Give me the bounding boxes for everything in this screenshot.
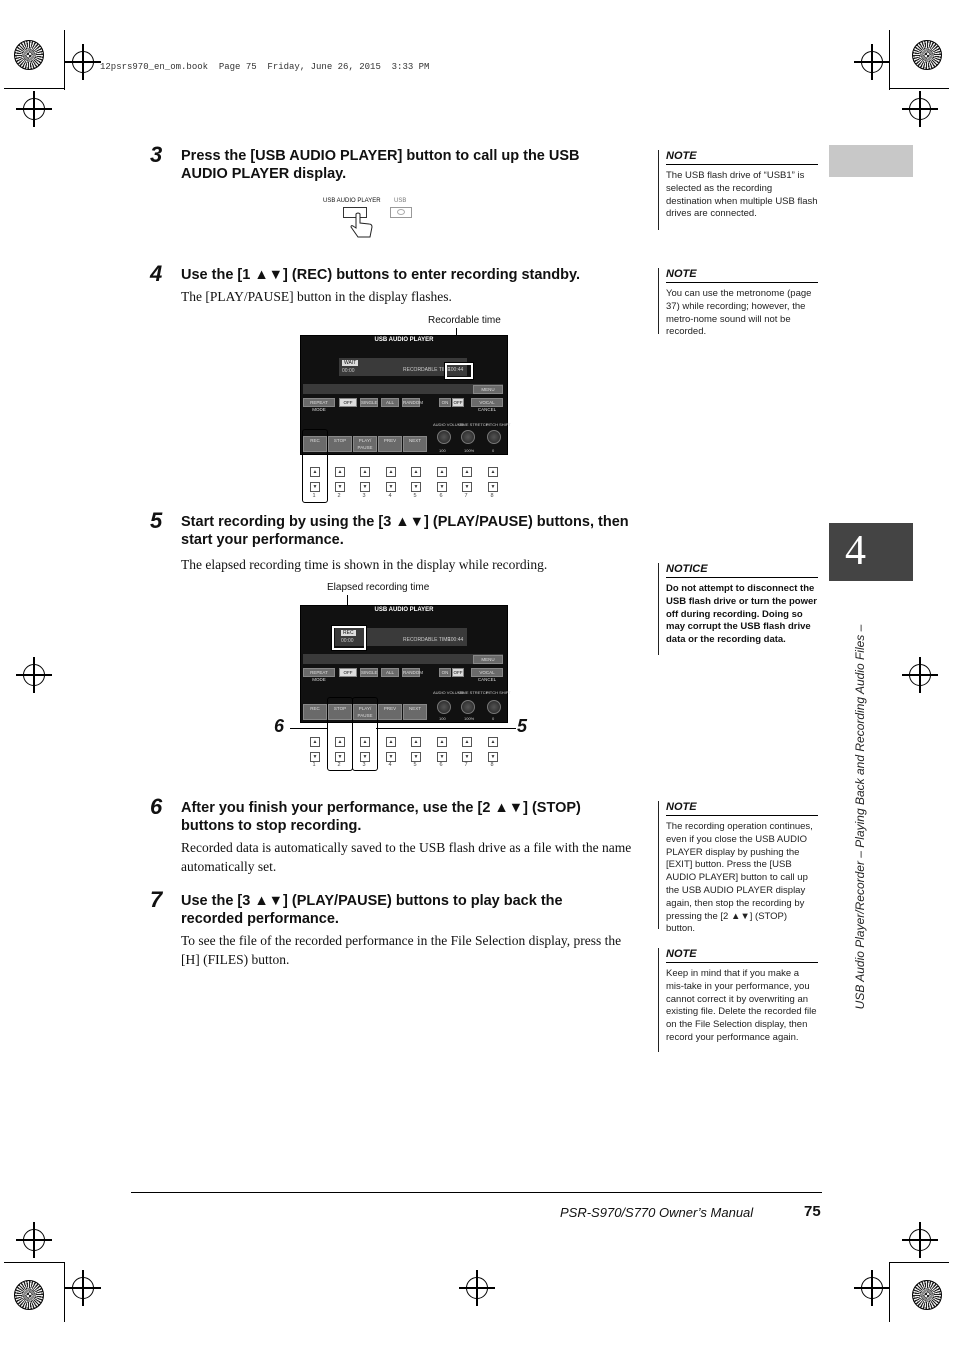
- step-title: After you finish your performance, use the [2 ▲▼] (STOP) buttons to stop recording.: [181, 800, 581, 834]
- prev-button[interactable]: PREV: [378, 704, 402, 720]
- chapter-number: 4: [845, 528, 866, 574]
- button-2-down[interactable]: ▼: [335, 482, 345, 492]
- step-title: Start recording by using the [3 ▲▼] (PLAY/PAUSE) buttons, then start your performance.: [181, 514, 629, 548]
- next-button[interactable]: NEXT: [403, 436, 427, 452]
- time-stretch-knob[interactable]: [461, 700, 475, 714]
- knob-value: 100: [439, 448, 446, 453]
- menu-button[interactable]: MENU: [473, 385, 503, 394]
- button-2-up[interactable]: ▲: [335, 737, 345, 747]
- note-usb1-destination: [658, 150, 818, 230]
- knob-value: 0: [492, 448, 495, 453]
- note-heading: NOTE: [666, 150, 818, 165]
- button-5-up[interactable]: ▲: [411, 467, 421, 477]
- button-number: 7: [464, 762, 468, 768]
- vocal-off-button[interactable]: OFF: [453, 670, 463, 675]
- recordable-time-value: 100:44: [448, 367, 464, 373]
- step-body: The [PLAY/PAUSE] button in the display flashes.: [181, 289, 452, 304]
- button-1-down[interactable]: ▼: [310, 482, 320, 492]
- crop-mark: [64, 1262, 65, 1322]
- registration-mark: [909, 98, 931, 120]
- time-stretch-knob[interactable]: [461, 430, 475, 444]
- button-5-up[interactable]: ▲: [411, 737, 421, 747]
- registration-mark: [909, 1229, 931, 1251]
- registration-mark: [861, 1277, 883, 1299]
- recordable-time-highlight: [445, 363, 473, 379]
- step-body: Recorded data is automatically saved to the USB flash drive as a file with the name automatically set.: [181, 840, 632, 874]
- page-number: 75: [804, 1203, 821, 1220]
- note-text: You can use the metronome (page 37) while recording; however, the metro-nome sound will not be recorded.: [666, 288, 812, 338]
- registration-mark: [72, 1277, 94, 1299]
- button-6-up[interactable]: ▲: [437, 467, 447, 477]
- screen-title: USB AUDIO PLAYER: [374, 337, 434, 343]
- step-number: 7: [150, 887, 163, 912]
- rec-button[interactable]: REC: [303, 436, 327, 452]
- button-number: 7: [464, 493, 468, 499]
- repeat-mode-label: REPEAT MODE: [303, 398, 335, 407]
- pitch-shift-knob[interactable]: [487, 430, 501, 444]
- step-number: 6: [150, 794, 163, 819]
- play-pause-button[interactable]: PLAY/ PAUSE: [353, 436, 377, 452]
- repeat-off-button[interactable]: OFF: [339, 668, 357, 677]
- note-text: Do not attempt to disconnect the USB flash drive or turn the power off during recording. Doing so may corrupt the USB flash drive data or the recording data.: [666, 583, 817, 646]
- button-7-down[interactable]: ▼: [462, 752, 472, 762]
- button-1-down[interactable]: ▼: [310, 752, 320, 762]
- elapsed-time-callout: Elapsed recording time: [327, 582, 430, 593]
- button-3-down[interactable]: ▼: [360, 752, 370, 762]
- knob-value: 0: [492, 716, 495, 721]
- button-6-up[interactable]: ▲: [437, 737, 447, 747]
- registration-mark: [23, 98, 45, 120]
- button-8-down[interactable]: ▼: [488, 752, 498, 762]
- stop-button[interactable]: STOP: [328, 436, 352, 452]
- button-number: 5: [413, 762, 417, 768]
- note-heading: NOTE: [666, 948, 818, 963]
- knob-label: AUDIO VOLUME: [433, 690, 464, 695]
- elapsed-time-highlight: [332, 626, 366, 650]
- button-7-up[interactable]: ▲: [462, 737, 472, 747]
- knob-label: PITCH SHIFT: [486, 690, 511, 695]
- step-body: To see the file of the recorded performance in the File Selection display, press the [H] (FILES) button.: [181, 933, 622, 967]
- button-8-up[interactable]: ▲: [488, 467, 498, 477]
- step-number: 5: [150, 508, 163, 533]
- repeat-single-button[interactable]: SINGLE: [361, 400, 378, 405]
- recordable-time-label: RECORDABLE TIME: [403, 367, 451, 373]
- rec-button[interactable]: REC: [303, 704, 327, 720]
- button-4-down[interactable]: ▼: [386, 482, 396, 492]
- button-number: 8: [490, 493, 494, 499]
- registration-mark: [909, 664, 931, 686]
- button-5-down[interactable]: ▼: [411, 482, 421, 492]
- repeat-all-button[interactable]: ALL: [381, 398, 399, 407]
- print-slug: 12psrs970_en_om.book Page 75 Friday, June 26, 2015 3:33 PM: [100, 62, 430, 72]
- registration-mark: [861, 51, 883, 73]
- panel-label-usb: USB: [394, 198, 407, 204]
- knob-label: AUDIO VOLUME: [433, 422, 464, 427]
- recordable-time-value: 100:44: [448, 637, 464, 643]
- audio-volume-knob[interactable]: [437, 430, 451, 444]
- step-number: 3: [150, 142, 163, 167]
- menu-button[interactable]: MENU: [473, 655, 503, 664]
- button-3-up[interactable]: ▲: [360, 467, 370, 477]
- step-title: Use the [1 ▲▼] (REC) buttons to enter recording standby.: [181, 267, 581, 283]
- vocal-on-button[interactable]: ON: [439, 668, 451, 677]
- knob-value: 100%: [464, 448, 475, 453]
- button-2-down[interactable]: ▼: [335, 752, 345, 762]
- button-4-down[interactable]: ▼: [386, 752, 396, 762]
- button-number: 4: [388, 493, 392, 499]
- note-heading: NOTICE: [666, 563, 818, 578]
- button-4-up[interactable]: ▲: [386, 737, 396, 747]
- button-3-down[interactable]: ▼: [360, 482, 370, 492]
- registration-wheel-top-right: [912, 40, 942, 70]
- note-heading: NOTE: [666, 801, 818, 816]
- note-heading: NOTE: [666, 268, 818, 283]
- prev-button[interactable]: PREV: [378, 436, 402, 452]
- button-number: 2: [337, 762, 341, 768]
- usb-audio-player-display: [300, 335, 511, 455]
- registration-wheel-bottom-left: [14, 1280, 44, 1310]
- step-body: The elapsed recording time is shown in the display while recording.: [181, 557, 548, 572]
- registration-wheel-bottom-right: [912, 1280, 942, 1310]
- button-8-up[interactable]: ▲: [488, 737, 498, 747]
- knob-value: 100%: [464, 716, 475, 721]
- note-text: The USB flash drive of “USB1” is selected as the recording destination when multiple USB flash drives are connected.: [666, 170, 818, 220]
- button-number: 1: [312, 762, 316, 768]
- button-number: 3: [362, 493, 366, 499]
- registration-mark: [72, 51, 94, 73]
- crop-mark: [4, 88, 64, 89]
- button-number: 6: [439, 493, 443, 499]
- vocal-cancel-label: VOCAL CANCEL: [471, 398, 503, 407]
- step-title: Press the [USB AUDIO PLAYER] button to call up the USB AUDIO PLAYER display.: [181, 148, 580, 182]
- note-text: Keep in mind that if you make a mis-take in your performance, you cannot correct it by overwriting an existing file. Delete the recorded file on the File Selection display, then record your performance again.: [666, 968, 817, 1043]
- chapter-tab: [829, 523, 913, 581]
- elapsed-time: 00:00: [342, 368, 355, 374]
- play-pause-button[interactable]: PLAY/ PAUSE: [353, 704, 377, 720]
- registration-mark: [466, 1277, 488, 1299]
- vertical-chapter-title: USB Audio Player/Recorder – Playing Back and Recording Audio Files –: [853, 624, 867, 1010]
- repeat-mode-label: REPEAT MODE: [303, 668, 335, 677]
- button-4-up[interactable]: ▲: [386, 467, 396, 477]
- button-5-down[interactable]: ▼: [411, 752, 421, 762]
- knob-value: 100: [439, 716, 446, 721]
- button-6-down[interactable]: ▼: [437, 752, 447, 762]
- button-2-up[interactable]: ▲: [335, 467, 345, 477]
- note-metronome: [658, 268, 818, 338]
- footer-manual-title: PSR-S970/S770 Owner’s Manual: [560, 1205, 754, 1220]
- knob-label: TIME STRETCH: [459, 690, 489, 695]
- recordable-time-callout: Recordable time: [428, 315, 501, 326]
- repeat-all-button[interactable]: ALL: [381, 668, 399, 677]
- repeat-single-button[interactable]: SINGLE: [361, 670, 378, 675]
- elapsed-time: 00:00: [341, 638, 354, 644]
- step-title: Use the [3 ▲▼] (PLAY/PAUSE) buttons to play back the recorded performance.: [181, 893, 563, 927]
- registration-wheel-top-left: [14, 40, 44, 70]
- crop-mark: [889, 1262, 890, 1322]
- note-recording-continues: [658, 801, 818, 935]
- pointing-hand-icon: [350, 213, 378, 241]
- registration-mark: [23, 1229, 45, 1251]
- button-8-down[interactable]: ▼: [488, 482, 498, 492]
- button-number: 4: [388, 762, 392, 768]
- repeat-off-button[interactable]: OFF: [339, 398, 357, 407]
- button-1-up[interactable]: ▲: [310, 737, 320, 747]
- step-number: 4: [150, 261, 163, 286]
- status-wait: WAIT: [344, 360, 357, 366]
- registration-mark: [23, 664, 45, 686]
- side-tab-gray: [829, 145, 913, 177]
- pitch-shift-knob[interactable]: [487, 700, 501, 714]
- crop-mark: [889, 30, 890, 90]
- screen-title: USB AUDIO PLAYER: [374, 607, 434, 613]
- button-number: 6: [439, 762, 443, 768]
- repeat-random-button[interactable]: RANDOM: [403, 400, 423, 405]
- crop-mark: [64, 30, 65, 90]
- button-number: 3: [362, 762, 366, 768]
- note-mistakes: [658, 948, 818, 1052]
- status-rec: REC: [343, 630, 354, 636]
- audio-volume-knob[interactable]: [437, 700, 451, 714]
- marker-line-5: [376, 728, 516, 729]
- button-number: 5: [413, 493, 417, 499]
- repeat-random-button[interactable]: RANDOM: [403, 670, 423, 675]
- crop-mark: [4, 1262, 64, 1263]
- knob-label: PITCH SHIFT: [486, 422, 511, 427]
- recordable-time-label: RECORDABLE TIME: [403, 637, 451, 643]
- vocal-cancel-label: VOCAL CANCEL: [471, 668, 503, 677]
- panel-label-usb-audio-player: USB AUDIO PLAYER: [323, 198, 381, 204]
- crop-mark: [889, 1262, 949, 1263]
- button-number: 1: [312, 493, 316, 499]
- figure-marker-6: 6: [274, 716, 285, 736]
- notice-disconnect: [658, 563, 818, 655]
- figure-marker-5: 5: [517, 716, 528, 736]
- knob-label: TIME STRETCH: [459, 422, 489, 427]
- marker-line-6: [290, 728, 327, 729]
- stop-button[interactable]: STOP: [328, 704, 352, 720]
- button-3-up[interactable]: ▲: [360, 737, 370, 747]
- button-1-up[interactable]: ▲: [310, 467, 320, 477]
- button-number: 2: [337, 493, 341, 499]
- next-button[interactable]: NEXT: [403, 704, 427, 720]
- crop-mark: [889, 88, 949, 89]
- vocal-on-button[interactable]: ON: [439, 398, 451, 407]
- note-text: The recording operation continues, even if you close the USB AUDIO PLAYER display by pushing the [EXIT] button. Press the [USB AUDIO PLAYER] button to call up the USB AUDIO PLAYER display again, then stop the recording by pressing the [2 ▲▼] (STOP) button.: [666, 821, 813, 935]
- usb-led-icon: [397, 209, 405, 215]
- footer-rule: [131, 1192, 822, 1193]
- button-number: 8: [490, 762, 494, 768]
- vocal-off-button[interactable]: OFF: [453, 400, 463, 405]
- button-7-up[interactable]: ▲: [462, 467, 472, 477]
- button-7-down[interactable]: ▼: [462, 482, 472, 492]
- button-6-down[interactable]: ▼: [437, 482, 447, 492]
